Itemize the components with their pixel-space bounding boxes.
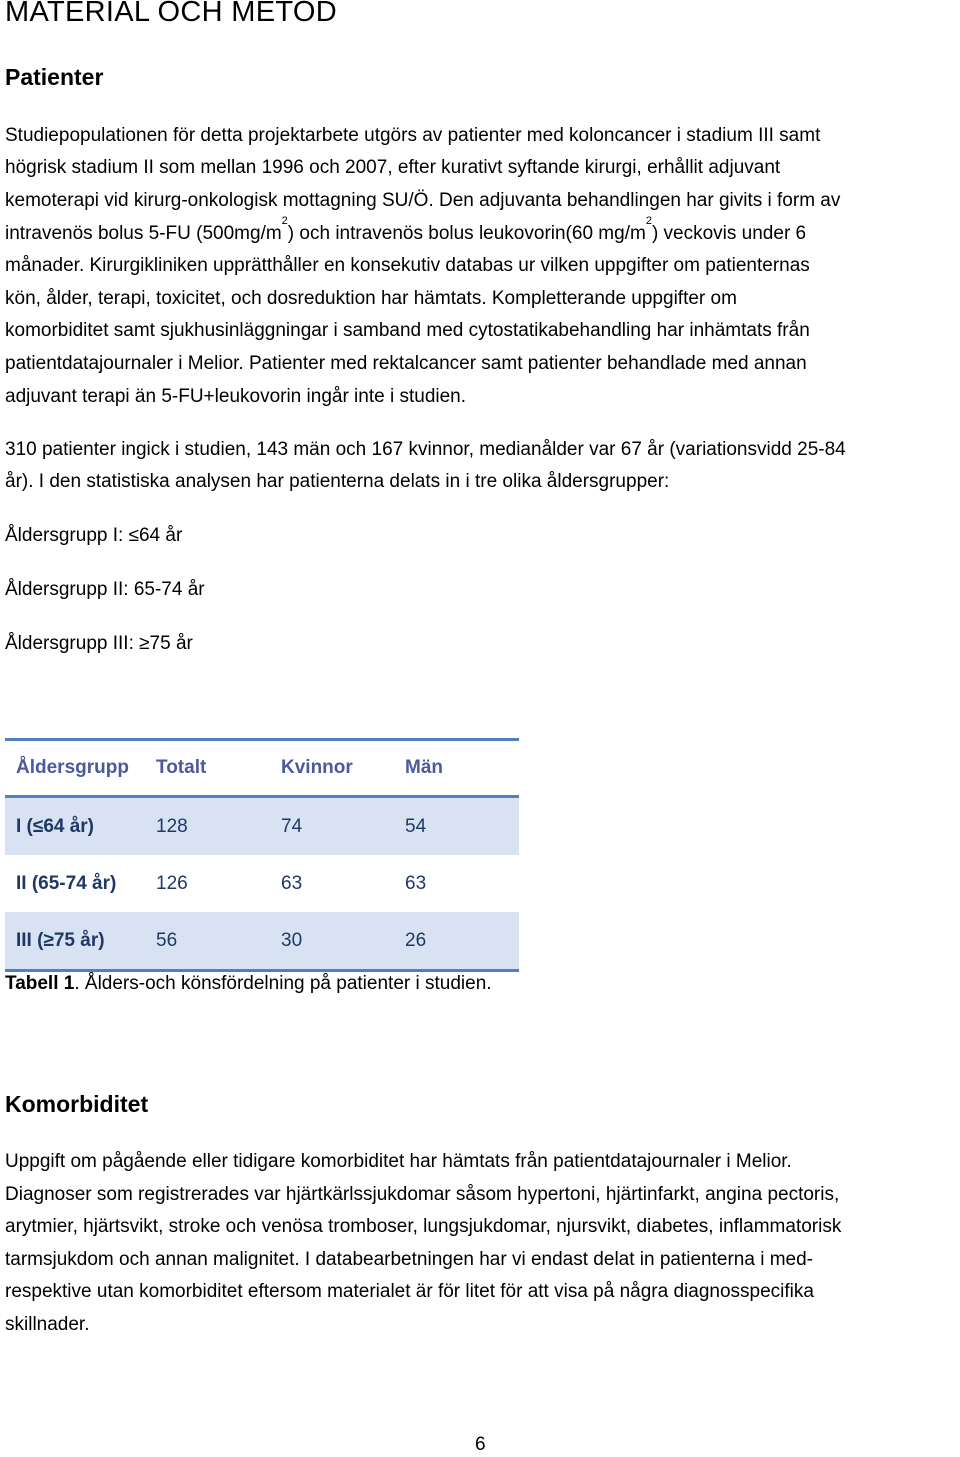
table-cell: 54 (394, 797, 519, 856)
text-fragment: ) veckovis under 6 (651, 223, 807, 244)
age-group-3: Åldersgrupp III: ≥75 år (5, 633, 193, 654)
text-line: Diagnoser som registrerades var hjärtkärlssjukdomar såsom hypertoni, hjärtinfarkt, angina pectoris, (5, 1184, 840, 1205)
section-title-komorbiditet: Komorbiditet (5, 1091, 149, 1117)
text-line: månader. Kirurgikliniken upprätthåller en konsekutiv databas ur vilken uppgifter om patienternas (5, 255, 810, 276)
page-heading: MATERIAL OCH METOD (5, 0, 337, 28)
text-line: Uppgift om pågående eller tidigare komorbiditet har hämtats från patientdatajournaler i Melior. (5, 1151, 792, 1172)
row-header: I (≤64 år) (5, 797, 145, 856)
column-header: Totalt (145, 740, 270, 797)
table-row (5, 855, 519, 912)
caption-text: . Ålders-och könsfördelning på patienter i studien. (74, 973, 492, 994)
age-gender-table (5, 738, 519, 972)
age-group-1: Åldersgrupp I: ≤64 år (5, 525, 183, 546)
page-number: 6 (475, 1434, 486, 1455)
text-line: högrisk stadium II som mellan 1996 och 2007, efter kurativt syftande kirurgi, erhållit adjuvant (5, 157, 781, 178)
section-title-patienter: Patienter (5, 64, 104, 90)
table-header-row (5, 740, 519, 797)
table-cell: 30 (270, 912, 394, 971)
text-line: kemoterapi vid kirurg-onkologisk mottagning SU/Ö. Den adjuvanta behandlingen har givits i form av (5, 190, 841, 211)
text-line: kön, ålder, terapi, toxicitet, och dosreduktion har hämtats. Kompletterande uppgifter om (5, 288, 737, 309)
caption-label: Tabell 1 (5, 973, 75, 994)
table-cell: 63 (405, 872, 427, 894)
table-cell: 74 (270, 797, 394, 856)
row-header: II (65-74 år) (16, 872, 117, 894)
text-line: 310 patienter ingick i studien, 143 män och 167 kvinnor, medianålder var 67 år (variationsvidd 25-84 (5, 439, 846, 460)
table-row (5, 797, 519, 856)
table-cell: 128 (145, 797, 270, 856)
text-line: respektive utan komorbiditet eftersom materialet är för litet för att visa på några diagnosspecifika (5, 1281, 814, 1302)
text-line: adjuvant terapi än 5-FU+leukovorin ingår inte i studien. (5, 386, 467, 407)
text-line: arytmier, hjärtsvikt, stroke och venösa tromboser, lungsjukdomar, njursvikt, diabetes, inflammatorisk (5, 1216, 842, 1237)
text-line: skillnader. (5, 1314, 90, 1335)
text-line-dosage (5, 215, 807, 245)
column-header: Män (394, 740, 519, 797)
text-line: Studiepopulationen för detta projektarbete utgörs av patienter med koloncancer i stadium III samt (5, 125, 821, 146)
table-row (5, 912, 519, 971)
text-fragment: ) och intravenös bolus leukovorin(60 mg/m (287, 223, 646, 244)
text-fragment: intravenös bolus 5-FU (500mg/m (5, 223, 282, 244)
text-line: år). I den statistiska analysen har patienterna delats in i tre olika åldersgrupper: (5, 471, 670, 492)
age-group-2: Åldersgrupp II: 65-74 år (5, 579, 205, 600)
table-cell: 56 (145, 912, 270, 971)
superscript: 2 (281, 215, 288, 227)
text-line: tarmsjukdom och annan malignitet. I databearbetningen har vi endast delat in patienterna i med- (5, 1249, 813, 1270)
column-header: Åldersgrupp (5, 740, 145, 797)
text-line: komorbiditet samt sjukhusinläggningar i samband med cytostatikabehandling har inhämtats från (5, 320, 810, 341)
text-line: patientdatajournaler i Melior. Patienter med rektalcancer samt patienter behandlade med annan (5, 353, 807, 374)
superscript: 2 (645, 215, 652, 227)
table-cell: 63 (281, 872, 303, 894)
row-header: III (≥75 år) (5, 912, 145, 971)
table-cell: 126 (156, 872, 188, 894)
table-cell: 26 (394, 912, 519, 971)
column-header: Kvinnor (270, 740, 394, 797)
table-caption (5, 973, 492, 995)
